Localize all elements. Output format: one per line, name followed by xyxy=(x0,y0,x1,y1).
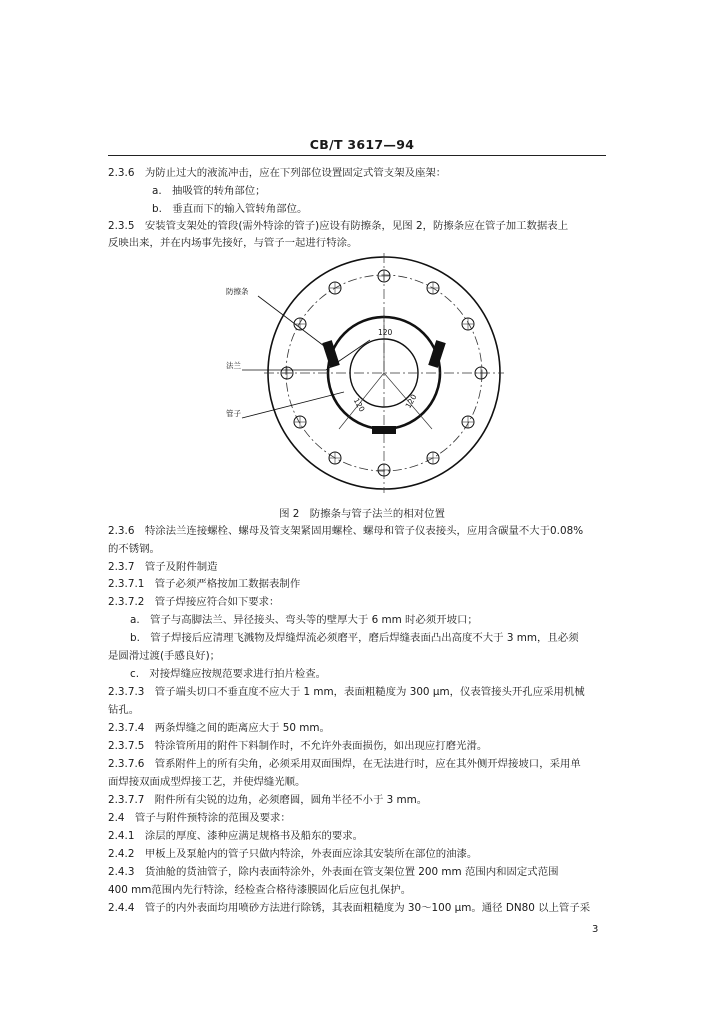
clause-2-4-3-cont: 400 mm范围内先行特涂，经检查合格待漆膜固化后应包扎保护。 xyxy=(108,884,412,896)
label-anti-friction-pad: 防擦条 xyxy=(226,287,249,296)
label-pipe: 管子 xyxy=(226,409,241,418)
document-code-header: CB/T 3617—94 xyxy=(309,137,415,152)
clause-2-4-3: 2.4.3 货油舱的货油管子，除内表面特涂外，外表面在管支架位置 200 mm 范围内和固定式范围 xyxy=(108,866,559,878)
anti-friction-pad xyxy=(372,426,396,434)
item-b: b. 垂直而下的输入管转角部位。 xyxy=(152,203,308,215)
clause-2-3-7-5: 2.3.7.5 特涂管所用的附件下料制作时，不允许外表面损伤，如出现应打磨光滑。 xyxy=(108,740,488,752)
clause-2-3-5-cont: 反映出来，并在内场事先接好，与管子一起进行特涂。 xyxy=(108,237,358,249)
leader-pad xyxy=(258,296,332,352)
angle-label-left: 120 xyxy=(351,396,367,414)
leader-pipe xyxy=(242,392,344,418)
clause-2-3-6-first: 2.3.6 为防止过大的液流冲击，应在下列部位设置固定式管支架及座架： xyxy=(108,167,447,179)
clause-2-4-4: 2.4.4 管子的内外表面均用喷砂方法进行除锈，其表面粗糙度为 30～100 μm。通径 DN80 以上管子采 xyxy=(108,902,591,914)
angle-label-top: 120 xyxy=(378,328,393,337)
clause-2-3-6: 2.3.6 特涂法兰连接螺栓、螺母及管支架紧固用螺栓、螺母和管子仪表接头，应用含碳量不大于0.08% xyxy=(108,525,584,537)
figure-caption: 图 2 防擦条与管子法兰的相对位置 xyxy=(279,508,445,520)
angle-label-right: 120 xyxy=(403,392,419,410)
item-b-cont: 是圆滑过渡(手感良好)； xyxy=(108,650,221,662)
clause-2-3-7-3-cont: 钻孔。 xyxy=(108,704,140,716)
clause-2-3-7-7: 2.3.7.7 附件所有尖锐的边角，必须磨圆，圆角半径不小于 3 mm。 xyxy=(108,794,428,806)
clause-2-3-5: 2.3.5 安装管支架处的管段(需外特涂的管子)应设有防擦条，见图 2，防擦条应在管子加工数据表上 xyxy=(108,220,569,232)
clause-2-3-7-1: 2.3.7.1 管子必须严格按加工数据表制作 xyxy=(108,578,301,590)
clause-2-4-2: 2.4.2 甲板上及泵舱内的管子只做内特涂，外表面应涂其安装所在部位的油漆。 xyxy=(108,848,478,860)
item-a: a. 抽吸管的转角部位； xyxy=(152,185,266,197)
label-flange: 法兰 xyxy=(226,361,241,370)
page-number: 3 xyxy=(592,924,599,935)
item-b: b. 管子焊接后应清理飞溅物及焊缝焊流必须磨平，磨后焊缝表面凸出高度不大于 3 mm，且必须 xyxy=(130,632,579,644)
item-a: a. 管子与高脚法兰、异径接头、弯头等的壁厚大于 6 mm 时必须开坡口； xyxy=(130,614,478,626)
clause-2-3-7: 2.3.7 管子及附件制造 xyxy=(108,561,218,573)
clause-2-3-7-4: 2.3.7.4 两条焊缝之间的距离应大于 50 mm。 xyxy=(108,722,330,734)
item-c: c. 对接焊缝应按规范要求进行拍片检查。 xyxy=(130,668,327,680)
clause-2-3-7-6: 2.3.7.6 管系附件上的所有尖角，必须采用双面围焊，在无法进行时，应在其外侧开焊接坡口，采用单 xyxy=(108,758,581,770)
clause-2-4-1: 2.4.1 涂层的厚度、漆种应满足规格书及船东的要求。 xyxy=(108,830,364,842)
clause-2-3-6-cont: 的不锈钢。 xyxy=(108,543,160,555)
clause-2-3-7-2: 2.3.7.2 管子焊接应符合如下要求： xyxy=(108,596,280,608)
clause-2-3-7-6-cont: 面焊接双面成型焊接工艺，并使焊缝光顺。 xyxy=(108,776,306,788)
clause-2-4: 2.4 管子与附件预特涂的范围及要求： xyxy=(108,812,291,824)
clause-2-3-7-3: 2.3.7.3 管子端头切口不垂直度不应大于 1 mm，表面粗糙度为 300 μm，仪表管接头开孔应采用机械 xyxy=(108,686,585,698)
